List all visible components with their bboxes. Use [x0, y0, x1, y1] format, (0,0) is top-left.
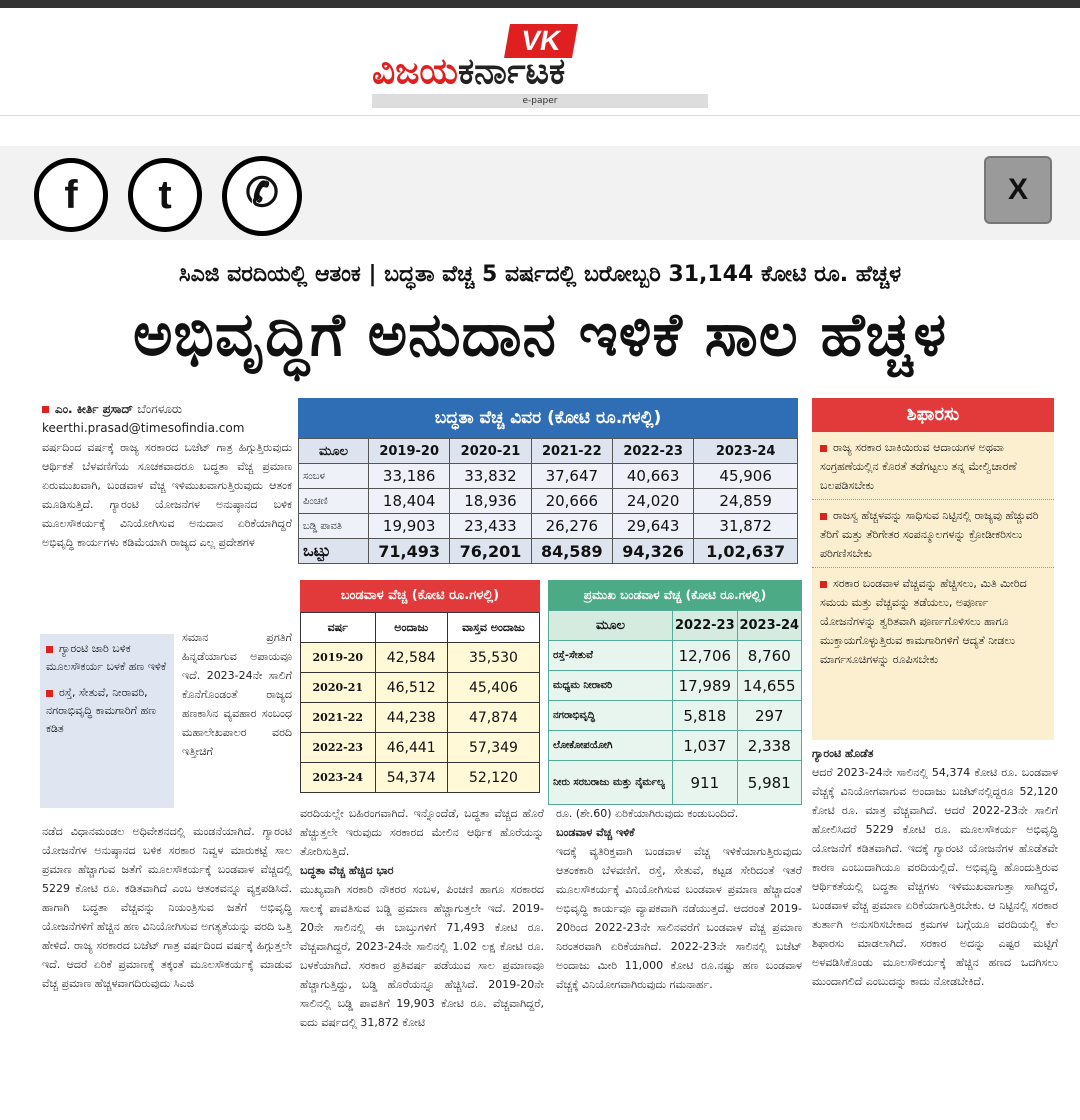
logo-red-text: ವಿಜಯ [372, 51, 458, 92]
body-paragraph: ರೂ. (ಶೇ.60) ಏರಿಕೆಯಾಗಿರುವುದು ಕಂಡುಬಂದಿದೆ. [556, 807, 739, 820]
article-column-2 [300, 804, 544, 1116]
author-email[interactable]: keerthi.prasad@timesofindia.com [42, 421, 245, 435]
body-paragraph: ಸಮಾನ ಪ್ರಗತಿಗೆ ಹಿನ್ನಡೆಯಾಗುವ ಅಪಾಯವೂ ಇದೆ. 2023-24ನೇ ಸಾಲಿಗೆ ಕೊನೆಗೊಂಡಂತೆ ರಾಜ್ಯದ ಹಣಕಾಸಿನ ವ್ಯವಹಾರ ಸಂಬಂಧ ಮಹಾಲೇಖಪಾಲರ ವರದಿ ಇತ್ತೀಚಿಗೆ [182, 631, 292, 758]
article-column-1-top [42, 400, 292, 630]
body-paragraph: ನಡೆದ ವಿಧಾನಮಂಡಲ ಅಧಿವೇಶನದಲ್ಲಿ ಮಂಡನೆಯಾಗಿದೆ. ಗ್ಯಾರಂಟಿ ಯೋಜನೆಗಳ ಅನುಷ್ಠಾನದ ಬಳಿಕ ಸರಕಾರ ನಿವ್ವಳ ಮಾರುಕಟ್ಟೆ ಸಾಲ ಪ್ರಮಾಣ ಹೆಚ್ಚಾಗುವ ಜತೆಗೆ ಮೂಲಸೌಕರ್ಯಕ್ಕೆ ಬಂಡವಾಳ ವೆಚ್ಚದಲ್ಲಿ 5229 ಕೋಟಿ ರೂ. ಕಡಿತವಾಗಿದೆ ಎಂಬ ಆತಂಕವನ್ನೂ ವ್ಯಕ್ತಪಡಿಸಿದೆ. ಹಾಗಾಗಿ ಬದ್ಧತಾ ವೆಚ್ಚವನ್ನು ನಿಯಂತ್ರಿಸುವ ಜತೆಗೆ ಅಭಿವೃದ್ಧಿ ಯೋಜನೆಗಳಿಗೆ ಹೆಚ್ಚಿನ ಹಣ ವಿನಿಯೋಗಿಸುವ ಅಗತ್ಯತೆಯನ್ನು ವರದಿ ಒತ್ತಿ ಹೇಳಿದೆ. ರಾಜ್ಯ ಸರಕಾರದ ಬಜೆಟ್ ಗಾತ್ರ ವರ್ಷದಿಂದ ವರ್ಷಕ್ಕೆ ಹಿಗ್ಗುತ್ತಲೇ ಇದೆ. ಆದರೆ ಏರಿಕೆ ಪ್ರಮಾಣಕ್ಕೆ ತಕ್ಕಂತೆ ಮೂಲಸೌಕರ್ಯಕ್ಕೆ ಮಾಡುವ ವೆಚ್ಚ ಪ್ರಮಾಣ ಹೆಚ್ಚಳವಾಗದಿರುವುದು ಸಿಎಜಿ [42, 825, 292, 990]
table-header-row: ಮೂಲ 2019-20 2020-21 2021-22 2022-23 2023-24 [299, 439, 798, 464]
table-row: 2020-21 46,512 45,406 [301, 673, 540, 703]
table-header-row: ವರ್ಷ ಅಂದಾಜು ವಾಸ್ತವ ಅಂದಾಜು [301, 613, 540, 643]
table-total-row: ಒಟ್ಟು 71,493 76,201 84,589 94,326 1,02,637 [299, 539, 798, 564]
major-capital-expenditure-table [548, 580, 802, 805]
table-row: 2021-22 44,238 47,874 [301, 703, 540, 733]
masthead [0, 8, 1080, 116]
red-bullet-icon [46, 690, 53, 697]
table-row: 2023-24 54,374 52,120 [301, 763, 540, 793]
recommendation-item: ಸರಕಾರ ಬಂಡವಾಳ ವೆಚ್ಚವನ್ನು ಹೆಚ್ಚಿಸಲು, ಮಿತಿ ಮೀರಿದ ಸಮಯ ಮತ್ತು ವೆಚ್ಚವನ್ನು ತಡೆಯಲು, ಅಪೂರ್ಣ ಯೋಜನೆಗಳನ್ನು ತ್ವರಿತವಾಗಿ ಪೂರ್ಣಗೊಳಿಸಲು ಹಾಗೂ ಮುಕ್ತಾಯಗೊಳ್ಳುತ್ತಿರುವ ಕಾಮಗಾರಿಗಳಿಗೆ ಆದ್ಯತೆ ನೀಡಲು ಮಾರ್ಗಸೂಚಿಗಳನ್ನು ರೂಪಿಸಬೇಕು [820, 577, 1027, 666]
table-row: ಸಂಬಳ 33,186 33,832 37,647 40,663 45,906 [299, 464, 798, 489]
table-title: ಪ್ರಮುಖ ಬಂಡವಾಳ ವೆಚ್ಚ (ಕೋಟಿ ರೂ.ಗಳಲ್ಲಿ) [548, 580, 802, 610]
close-button[interactable]: X [984, 156, 1052, 224]
article-column-3 [556, 804, 802, 1116]
table-title: ಬಂಡವಾಳ ವೆಚ್ಚ (ಕೋಟಿ ರೂ.ಗಳಲ್ಲಿ) [300, 580, 540, 612]
twitter-share-icon[interactable]: t [128, 158, 202, 232]
red-bullet-icon [46, 646, 53, 653]
table-row: ಮಧ್ಯಮ ನೀರಾವರಿ 17,989 14,655 [549, 671, 802, 701]
article-column-1-wrap [182, 628, 292, 816]
table-row: ನೀರು ಸರಬರಾಜು ಮತ್ತು ನೈರ್ಮಲ್ಯ 911 5,981 [549, 761, 802, 805]
table-row: ನಗರಾಭಿವೃದ್ಧಿ 5,818 297 [549, 701, 802, 731]
capital-expenditure-table [300, 580, 540, 793]
table-row: ಬಡ್ಡಿ ಪಾವತಿ 19,903 23,433 26,276 29,643 31,872 [299, 514, 798, 539]
body-paragraph: ಇದಕ್ಕೆ ವ್ಯತಿರಿಕ್ತವಾಗಿ ಬಂಡವಾಳ ವೆಚ್ಚ ಇಳಿಕೆಯಾಗುತ್ತಿರುವುದು ಆತಂಕಕಾರಿ ಬೆಳವಣಿಗೆ. ರಸ್ತೆ, ಸೇತುವೆ, ಕಟ್ಟಡ ಸೇರಿದಂತೆ ಇತರೆ ಮೂಲಸೌಕರ್ಯಕ್ಕೆ ವಿನಿಯೋಗಿಸುವ ಬಂಡವಾಳ ಪ್ರಮಾಣ ಹೆಚ್ಚಾದಂತೆ ಅಭಿವೃದ್ಧಿ ಕಾರ್ಯವೂ ವ್ಯಾಪಕವಾಗಿ ನಡೆಯುತ್ತದೆ. ಆದರಂತೆ 2019-20ರಿಂದ 2022-23ನೇ ಸಾಲಿನವರೆಗೆ ಬಂಡವಾಳ ವೆಚ್ಚ ಪ್ರಮಾಣ ನಿರಂತರವಾಗಿ ಏರಿಕೆಯಾಗಿದೆ. 2022-23ನೇ ಸಾಲಿನಲ್ಲಿ ಬಜೆಟ್ ಅಂದಾಜು ಮೀರಿ 11,000 ಕೋಟಿ ರೂ.ನಷ್ಟು ಹಣ ಬಂಡವಾಳ ವೆಚ್ಚಕ್ಕೆ ವಿನಿಯೋಗವಾಗಿರುವುದು ಗಮನಾರ್ಹ. [556, 845, 802, 991]
committed-expenditure-table [298, 398, 798, 564]
dateline-city: ಬೆಂಗಳೂರು [137, 402, 183, 416]
table-row: ಲೋಕೋಪಯೋಗಿ 1,037 2,338 [549, 731, 802, 761]
pullquote-box [40, 634, 174, 808]
table-header-row: ಮೂಲ 2022-23 2023-24 [549, 611, 802, 641]
author-name: ಎಂ. ಕೀರ್ತಿ ಪ್ರಸಾದ್ [55, 402, 134, 416]
logo-epaper-label: e-paper [372, 94, 708, 108]
table-row: ರಸ್ತೆ-ಸೇತುವೆ 12,706 8,760 [549, 641, 802, 671]
body-paragraph: ವರ್ಷದಿಂದ ವರ್ಷಕ್ಕೆ ರಾಜ್ಯ ಸರಕಾರದ ಬಜೆಟ್ ಗಾತ್ರ ಹಿಗ್ಗುತ್ತಿರುವುದು ಆರ್ಥಿಕತೆ ಬೆಳವಣಿಗೆಯ ಸೂಚಕವಾದರೂ ಬದ್ಧತಾ ವೆಚ್ಚ ಪ್ರಮಾಣ ಏರುಮುಖವಾಗಿ, ಬಂಡವಾಳ ವೆಚ್ಚ ಇಳಿಮುಖವಾಗುತ್ತಿರುವುದು ಆತಂಕ ಮೂಡಿಸುತ್ತಿದೆ. ಗ್ಯಾರಂಟಿ ಯೋಜನೆಗಳ ಅನುಷ್ಠಾನದ ಬಳಿಕ ಮೂಲಸೌಕರ್ಯಕ್ಕೆ ವಿನಿಯೋಗಿಸುವ ಅನುದಾನ ಏರಿಕೆಯಾಗಿದ್ದರೆ ಅಭಿವೃದ್ಧಿ ಕಾರ್ಯಗಳು ಕಡಿಮೆಯಾಗಿ ರಾಜ್ಯದ ಎಲ್ಲ ಪ್ರದೇಶಗಳ [42, 441, 292, 549]
top-bar [0, 0, 1080, 8]
article-headline: ಅಭಿವೃದ್ಧಿಗೆ ಅನುದಾನ ಇಳಿಕೆ ಸಾಲ ಹೆಚ್ಚಳ [132, 300, 948, 370]
subheading: ಗ್ಯಾರಂಟಿ ಹೊಡೆತ [812, 747, 874, 760]
red-bullet-icon [42, 406, 49, 413]
body-paragraph: ಮುಖ್ಯವಾಗಿ ಸರಕಾರಿ ನೌಕರರ ಸಂಬಳ, ಪಿಂಚಣಿ ಹಾಗೂ ಸರಕಾರದ ಸಾಲಕ್ಕೆ ಪಾವತಿಸುವ ಬಡ್ಡಿ ಪ್ರಮಾಣ ಹೆಚ್ಚಾಗುತ್ತಲೇ ಇದೆ. 2019-20ನೇ ಸಾಲಿನಲ್ಲಿ ಈ ಬಾಬ್ತುಗಳಿಗೆ 71,493 ಕೋಟಿ ರೂ. ವೆಚ್ಚವಾಗಿದ್ದರೆ, 2023-24ನೇ ಸಾಲಿನಲ್ಲಿ 1.02 ಲಕ್ಷ ಕೋಟಿ ರೂ. ಬಳಕೆಯಾಗಿದೆ. ಸರಕಾರ ಪ್ರತಿವರ್ಷ ಪಡೆಯುವ ಸಾಲ ಪ್ರಮಾಣವೂ ಹೆಚ್ಚಾಗುತ್ತಿದ್ದು, ಬಡ್ಡಿ ಹೊರೆಯನ್ನೂ ಹೆಚ್ಚಿಸಿದೆ. 2019-20ನೇ ಸಾಲಿನಲ್ಲಿ ಬಡ್ಡಿ ಪಾವತಿಗೆ 19,903 ಕೋಟಿ ರೂ. ವೆಚ್ಚವಾಗಿದ್ದರೆ, ಐದು ವರ್ಷದಲ್ಲಿ 31,872 ಕೋಟಿ [300, 883, 544, 1029]
pullquote-item: ರಸ್ತೆ, ಸೇತುವೆ, ನೀರಾವರಿ, ನಗರಾಭಿವೃದ್ಧಿ ಕಾಮಗಾರಿಗೆ ಹಣ ಕಡಿತ [46, 686, 156, 735]
red-bullet-icon [820, 445, 827, 452]
recommendation-item: ರಾಜಸ್ವ ಹೆಚ್ಚಳವನ್ನು ಸಾಧಿಸುವ ನಿಟ್ಟಿನಲ್ಲಿ ರಾಜ್ಯವು ಹೆಚ್ಚುವರಿ ತೆರಿಗೆ ಮತ್ತು ತೆರಿಗೇತರ ಸಂಪನ್ಮೂಲಗಳನ್ನು ಕ್ರೋಡೀಕರಿಸಲು ಪರಿಗಣಿಸಬೇಕು [812, 500, 1054, 568]
recommendations-box [812, 398, 1054, 740]
article-column-1-bottom [42, 822, 292, 1114]
recommendations-title: ಶಿಫಾರಸು [812, 398, 1054, 432]
body-paragraph: ವರದಿಯಲ್ಲೇ ಬಹಿರಂಗವಾಗಿದೆ. ಇನ್ನೊಂದೆಡೆ, ಬದ್ಧತಾ ವೆಚ್ಚದ ಹೊರೆ ಹೆಚ್ಚುತ್ತಲೇ ಇರುವುದು ಸರಕಾರದ ಮೇಲಿನ ಆರ್ಥಿಕ ಹೊರೆಯನ್ನು ತೋರಿಸುತ್ತಿದೆ. [300, 807, 544, 858]
byline [42, 400, 292, 419]
subheading: ಬದ್ಧತಾ ವೆಚ್ಚ ಹೆಚ್ಚಿದ ಭಾರ [300, 864, 394, 877]
article-kicker: ಸಿಎಜಿ ವರದಿಯಲ್ಲಿ ಆತಂಕ | ಬದ್ಧತಾ ವೆಚ್ಚ 5 ವರ್ಷದಲ್ಲಿ ಬರೋಬ್ಬರಿ 31,144 ಕೋಟಿ ರೂ. ಹೆಚ್ಚಳ [178, 262, 902, 287]
whatsapp-share-icon[interactable]: ✆ [222, 156, 302, 236]
facebook-share-icon[interactable]: f [34, 158, 108, 232]
vijay-karnataka-logo[interactable] [372, 50, 708, 94]
article-column-4 [812, 744, 1058, 1116]
table-row: 2022-23 46,441 57,349 [301, 733, 540, 763]
body-paragraph: ಆದರೆ 2023-24ನೇ ಸಾಲಿನಲ್ಲಿ 54,374 ಕೋಟಿ ರೂ. ಬಂಡವಾಳ ವೆಚ್ಚಕ್ಕೆ ವಿನಿಯೋಗವಾಗುವ ಅಂದಾಜು ಬಜೆಟ್‌ನಲ್ಲಿದ್ದರೂ 52,120 ಕೋಟಿ ರೂ. ಮಾತ್ರ ವೆಚ್ಚವಾಗಿದೆ. ಆದರೆ 2022-23ನೇ ಸಾಲಿಗೆ ಹೋಲಿಸಿದರೆ 5229 ಕೋಟಿ ರೂ. ಮೂಲಸೌಕರ್ಯ ಅಭಿವೃದ್ಧಿ ಯೋಜನೆಗೆ ಕಡಿತವಾಗಿದೆ. ಇದಕ್ಕೆ ಗ್ಯಾರಂಟಿ ಯೋಜನೆಗಳ ಹೊಡೆತವೇ ಕಾರಣ ಎಂಬುದಾಗಿಯೂ ವರದಿಯಲ್ಲಿದೆ. ಅಭಿವೃದ್ಧಿ ಹೊಂದುತ್ತಿರುವ ಆರ್ಥಿಕತೆಯಲ್ಲಿ ಬದ್ಧತಾ ವೆಚ್ಚಗಳು ಇಳಿಮುಖವಾಗುತ್ತಾ ಸಾಗಿದ್ದರೆ, ಬಂಡವಾಳ ವೆಚ್ಚ ಪ್ರಮಾಣ ಏರಿಕೆಯಾಗುತ್ತಿರಬೇಕು. ಆ ನಿಟ್ಟಿನಲ್ಲಿ ಸರಕಾರ ತುರ್ತಾಗಿ ಅನುಸರಿಸಬೇಕಾದ ಕ್ರಮಗಳ ಬಗ್ಗೆಯೂ ವರದಿಯಲ್ಲಿ ಕೆಲ ಶಿಫಾರಸು ಮಾಡಲಾಗಿದೆ. ಸರಕಾರ ಅದನ್ನು ಎಷ್ಟರ ಮಟ್ಟಿಗೆ ಅಳವಡಿಸಿಕೊಂಡು ಮೂಲಸೌಕರ್ಯಕ್ಕೆ ಹೆಚ್ಚಿನ ಹಣದ ಒದಗಿಸಲು ಮುಂದಾಗಲಿದೆ ಎಂಬುದನ್ನು ಕಾದು ನೋಡಬೇಕಿದೆ. [812, 766, 1058, 988]
logo-dark-text: ಕರ್ನಾಟಕ [457, 51, 566, 92]
pullquote-item: ಗ್ಯಾರಂಟಿ ಜಾರಿ ಬಳಿಕ ಮೂಲಸೌಕರ್ಯ ಬಳಕೆ ಹಣ ಇಳಿಕೆ [46, 642, 167, 673]
red-bullet-icon [820, 581, 827, 588]
table-row: ಪಿಂಚಣಿ 18,404 18,936 20,666 24,020 24,859 [299, 489, 798, 514]
red-bullet-icon [820, 513, 827, 520]
recommendation-item: ರಾಜ್ಯ ಸರಕಾರ ಬಾಕಿಯಿರುವ ಆದಾಯಗಳ ಅಥವಾ ಸಂಗ್ರಹಣೆಯಲ್ಲಿನ ಕೊರತೆ ತಡೆಗಟ್ಟಲು ತನ್ನ ಮೇಲ್ವಿಚಾರಣೆ ಬಲಪಡಿಸಬೇಕು [812, 432, 1054, 500]
table-title: ಬದ್ಧತಾ ವೆಚ್ಚ ವಿವರ (ಕೋಟಿ ರೂ.ಗಳಲ್ಲಿ) [298, 398, 798, 438]
vk-logo-badge[interactable]: VK [504, 24, 578, 58]
share-bar [0, 146, 1080, 240]
subheading: ಬಂಡವಾಳ ವೆಚ್ಚ ಇಳಿಕೆ [556, 826, 635, 839]
table-row: 2019-20 42,584 35,530 [301, 643, 540, 673]
